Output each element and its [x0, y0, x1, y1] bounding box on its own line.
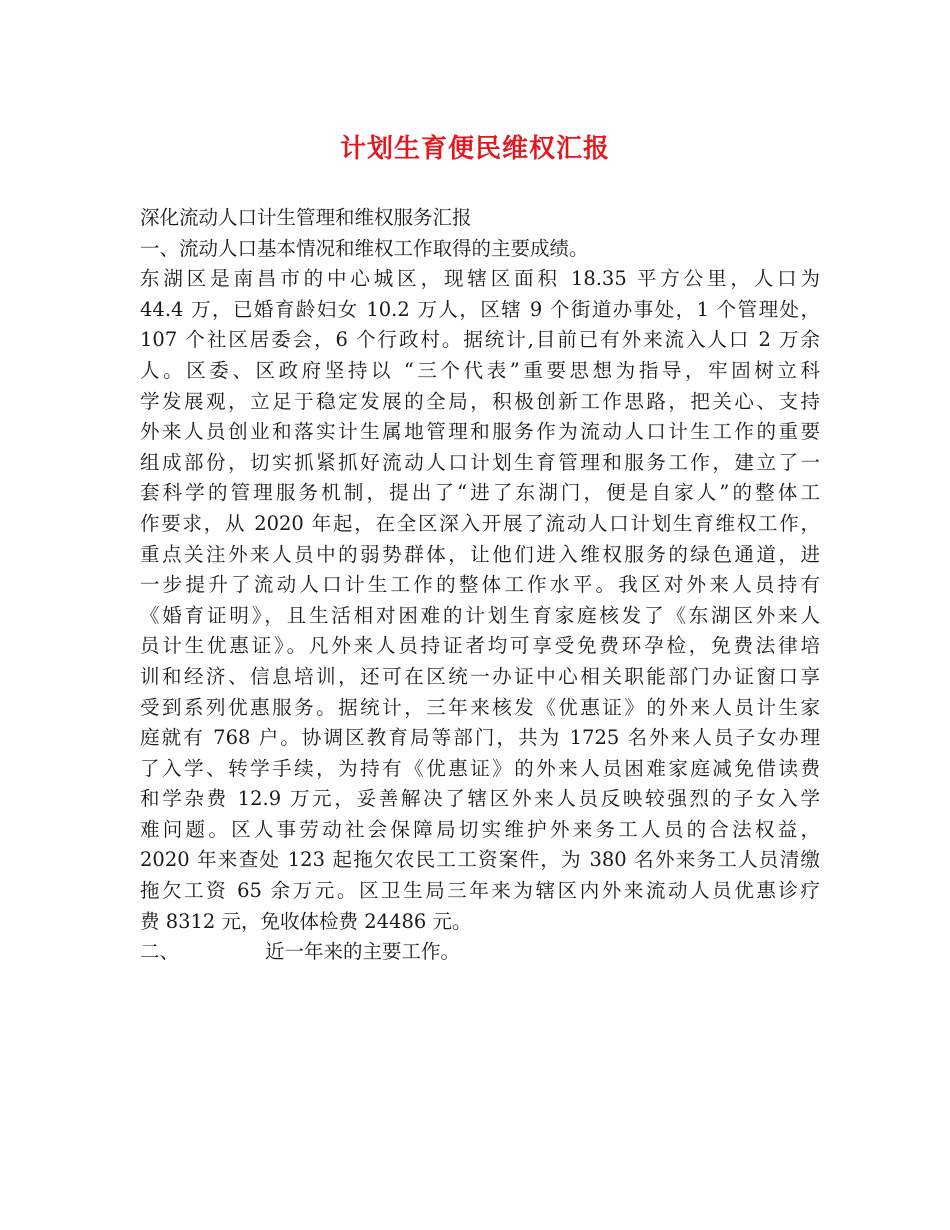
- paragraph-line: 2020 年来查处 123 起拖欠农民工工资案件，为 380 名外来务工人员清缴: [140, 848, 820, 872]
- paragraph-line: 套科学的管理服务机制，提出了“进了东湖门，便是自家人”的整体工: [140, 481, 820, 505]
- paragraph-line: 庭就有 768 户。协调区教育局等部门，共为 1725 名外来人员子女办理: [140, 726, 820, 750]
- paragraph-line: 44.4 万，已婚育龄妇女 10.2 万人，区辖 9 个街道办事处，1 个管理处，: [140, 297, 820, 321]
- paragraph-line: 费 8312 元，免收体检费 24486 元。: [140, 909, 472, 933]
- section-2-title: 近一年来的主要工作。: [265, 940, 461, 964]
- paragraph-line: 拖欠工资 65 余万元。区卫生局三年来为辖区内外来流动人员优惠诊疗: [140, 879, 820, 903]
- section-1-paragraph: [140, 264, 820, 937]
- paragraph-line: 人。区委、区政府坚持以 “三个代表”重要思想为指导，牢固树立科: [140, 358, 820, 382]
- section-2-heading: [140, 937, 820, 968]
- paragraph-line: 外来人员创业和落实计生属地管理和服务作为流动人口计生工作的重要: [140, 420, 820, 444]
- paragraph-line: 员计生优惠证》。凡外来人员持证者均可享受免费环孕检，免费法律培: [140, 634, 820, 658]
- paragraph-line: 和学杂费 12.9 万元，妥善解决了辖区外来人员反映较强烈的子女入学: [140, 787, 820, 811]
- document-subtitle: 深化流动人口计生管理和维权服务汇报: [140, 206, 472, 229]
- paragraph-line: 学发展观，立足于稳定发展的全局，积极创新工作思路，把关心、支持: [140, 389, 820, 413]
- paragraph-line: 了入学、转学手续，为持有《优惠证》的外来人员困难家庭减免借读费: [140, 756, 820, 780]
- paragraph-line: 作要求，从 2020 年起，在全区深入开展了流动人口计划生育维权工作，: [140, 511, 820, 535]
- paragraph-line: 107 个社区居委会，6 个行政村。据统计,目前已有外来流入人口 2 万余: [140, 328, 820, 352]
- paragraph-line: 《婚育证明》，且生活相对困难的计划生育家庭核发了《东湖区外来人: [140, 603, 820, 627]
- document-title: 计划生育便民维权汇报: [339, 134, 610, 164]
- document-body: [140, 203, 820, 968]
- paragraph-line: 难问题。区人事劳动社会保障局切实维护外来务工人员的合法权益，: [140, 817, 820, 841]
- paragraph-line: 训和经济、信息培训，还可在区统一办证中心相关职能部门办证窗口享: [140, 664, 820, 688]
- paragraph-line: 一步提升了流动人口计生工作的整体工作水平。我区对外来人员持有: [140, 573, 820, 597]
- paragraph-line: 受到系列优惠服务。据统计，三年来核发《优惠证》的外来人员计生家: [140, 695, 820, 719]
- paragraph-line: 组成部份，切实抓紧抓好流动人口计划生育管理和服务工作，建立了一: [140, 450, 820, 474]
- paragraph-line: 重点关注外来人员中的弱势群体，让他们进入维权服务的绿色通道，进: [140, 542, 820, 566]
- paragraph-line: 东湖区是南昌市的中心城区，现辖区面积 18.35 平方公里，人口为: [140, 267, 820, 291]
- section-2-number: 二、: [140, 940, 180, 964]
- section-1-heading: 一、流动人口基本情况和维权工作取得的主要成绩。: [140, 236, 589, 260]
